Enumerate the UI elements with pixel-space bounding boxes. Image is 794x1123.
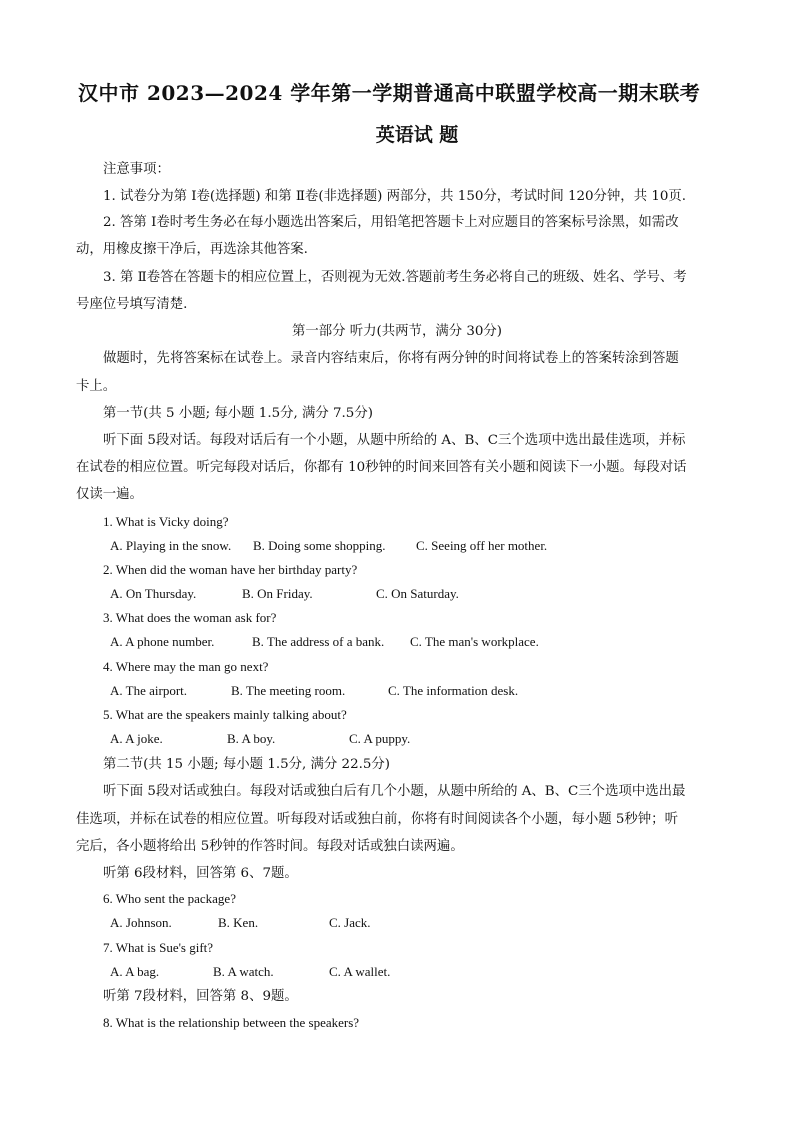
section2-intro-c: 完后，各小题将给出 5秒钟的作答时间。每段对话或独白读两遍。 xyxy=(76,839,464,854)
question-2: 2. When did the woman have her birthday party? xyxy=(103,562,358,577)
part1-intro-a: 做题时，先将答案标在试卷上。录音内容结束后，你将有两分钟的时间将试卷上的答案转涂到答题 xyxy=(103,351,679,366)
question-3: 3. What does the woman ask for? xyxy=(103,610,277,625)
exam-subtitle: 英语试 题 xyxy=(375,124,459,146)
question-1-options xyxy=(110,537,548,555)
option-a: A. Playing in the snow. xyxy=(110,538,232,553)
note-2a: 2. 答第 Ⅰ卷时考生务必在每小题选出答案后，用铅笔把答题卡上对应题目的答案标号涂黑，如需改 xyxy=(103,215,679,230)
question-1: 1. What is Vicky doing? xyxy=(103,514,229,529)
option-b: B. The address of a bank. xyxy=(252,634,385,649)
part1-heading: 第一部分 听力(共两节，满分 30分) xyxy=(291,324,503,339)
option-c: C. A wallet. xyxy=(329,964,391,979)
option-a: A. A joke. xyxy=(110,731,163,746)
note-3a: 3. 第 Ⅱ卷答在答题卡的相应位置上，否则视为无效.答题前考生务必将自己的班级、姓名、学号、考 xyxy=(103,270,687,285)
option-a: A. A phone number. xyxy=(110,634,215,649)
option-c: C. The information desk. xyxy=(388,683,519,698)
material-7-heading: 听第 7段材料，回答第 8、9题。 xyxy=(103,989,298,1004)
exam-title: 汉中市 2023—2024 学年第一学期普通高中联盟学校高一期末联考 xyxy=(78,81,701,105)
option-b: B. A boy. xyxy=(227,731,276,746)
section1-intro-c: 仅读一遍。 xyxy=(76,487,143,502)
option-c: C. A puppy. xyxy=(349,731,411,746)
option-b: B. On Friday. xyxy=(242,586,313,601)
option-c: C. The man's workplace. xyxy=(410,634,539,649)
option-a: A. Johnson. xyxy=(110,915,172,930)
section2-intro-b: 佳选项，并标在试卷的相应位置。听每段对话或独白前，你将有时间阅读各个小题，每小题 5秒钟；听 xyxy=(76,812,678,827)
section1-intro-a: 听下面 5段对话。每段对话后有一个小题，从题中所给的 A、B、C三个选项中选出最佳选项，并标 xyxy=(103,433,686,448)
material-6-heading: 听第 6段材料，回答第 6、7题。 xyxy=(103,866,298,881)
section2-heading: 第二节(共 15 小题; 每小题 1.5分, 满分 22.5分) xyxy=(103,757,390,772)
part1-intro-b: 卡上。 xyxy=(76,379,117,394)
option-c: C. Seeing off her mother. xyxy=(416,538,548,553)
section1-heading: 第一节(共 5 小题; 每小题 1.5分, 满分 7.5分) xyxy=(103,406,373,421)
note-3b: 号座位号填写清楚. xyxy=(76,297,188,312)
option-a: A. On Thursday. xyxy=(110,586,197,601)
option-b: B. Doing some shopping. xyxy=(253,538,386,553)
question-7-options xyxy=(110,963,391,981)
question-2-options xyxy=(110,585,459,603)
option-c: C. On Saturday. xyxy=(376,586,459,601)
notes-heading: 注意事项： xyxy=(103,162,170,177)
option-c: C. Jack. xyxy=(329,915,371,930)
question-6: 6. Who sent the package? xyxy=(103,891,236,906)
option-b: B. Ken. xyxy=(218,915,259,930)
option-b: B. The meeting room. xyxy=(231,683,346,698)
question-3-options xyxy=(110,633,539,651)
section1-intro-b: 在试卷的相应位置。听完每段对话后，你都有 10秒钟的时间来回答有关小题和阅读下一小题。每段对话 xyxy=(76,460,687,475)
question-4-options xyxy=(110,682,519,700)
question-8: 8. What is the relationship between the speakers? xyxy=(103,1015,360,1030)
note-1: 1. 试卷分为第 Ⅰ卷(选择题) 和第 Ⅱ卷(非选择题) 两部分，共 150分，考试时间 120分钟，共 10页. xyxy=(103,189,687,204)
option-a: A. A bag. xyxy=(110,964,160,979)
note-2b: 动，用橡皮擦干净后，再选涂其他答案. xyxy=(76,242,308,257)
question-4: 4. Where may the man go next? xyxy=(103,659,269,674)
section2-intro-a: 听下面 5段对话或独白。每段对话或独白后有几个小题，从题中所给的 A、B、C三个选项中选出最 xyxy=(103,784,686,799)
option-a: A. The airport. xyxy=(110,683,188,698)
question-7: 7. What is Sue's gift? xyxy=(103,940,214,955)
question-5-options xyxy=(110,730,411,748)
question-6-options xyxy=(110,914,371,932)
question-5: 5. What are the speakers mainly talking about? xyxy=(103,707,347,722)
option-b: B. A watch. xyxy=(213,964,274,979)
